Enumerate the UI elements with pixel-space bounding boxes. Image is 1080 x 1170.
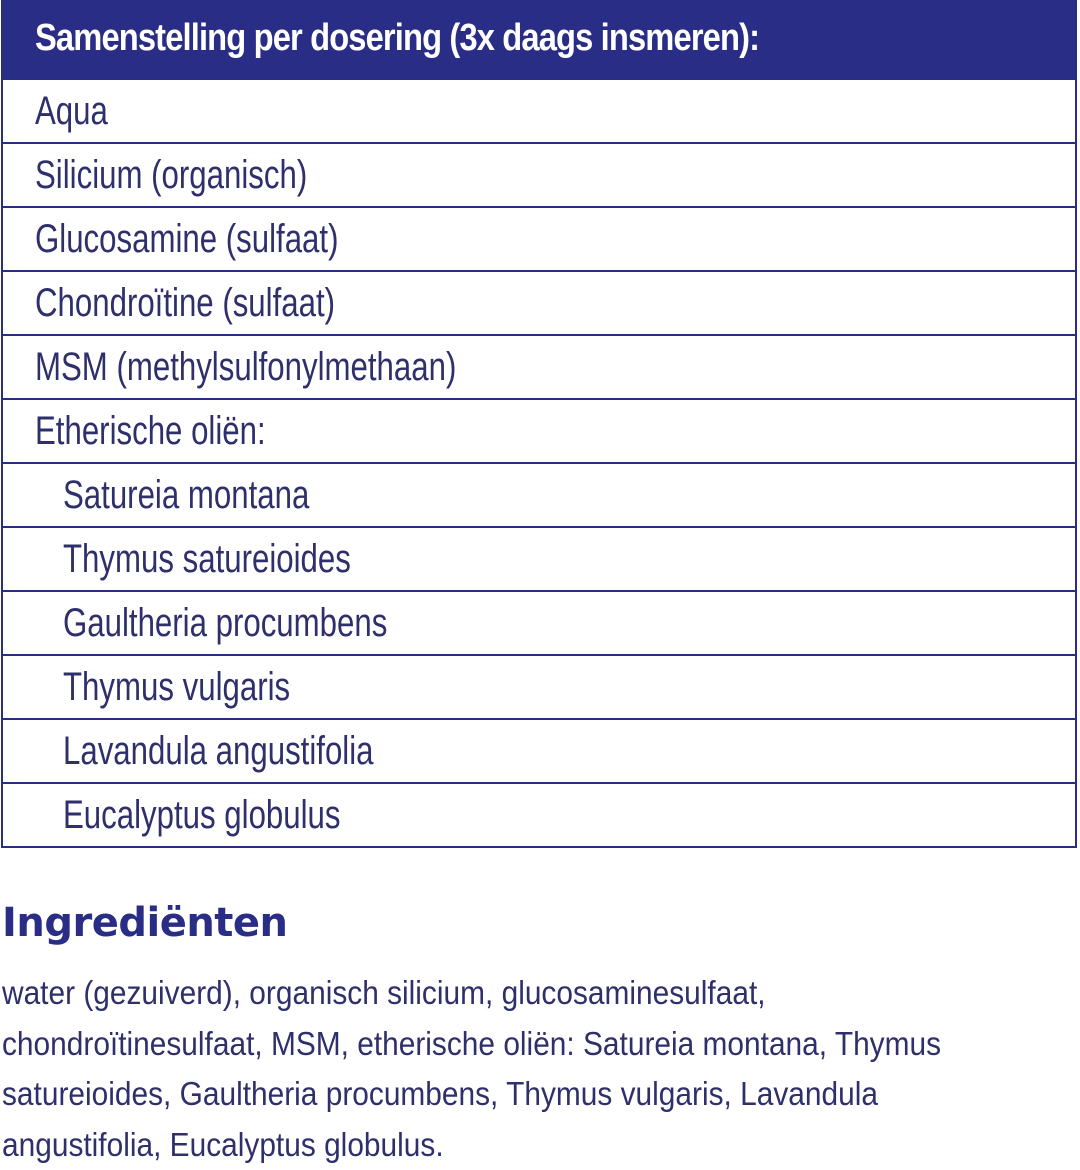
composition-row-silicium: [3, 142, 1075, 206]
composition-row-glucosamine: [3, 206, 1075, 270]
composition-row-etherische-olien: [3, 398, 1075, 462]
composition-header-text: Samenstelling per dosering (3x daags insmeren):: [35, 2, 759, 74]
composition-row-lavandula-angustifolia: [3, 718, 1075, 782]
composition-row-msm: [3, 334, 1075, 398]
ingredients-line: water (gezuiverd), organisch silicium, glucosaminesulfaat,: [2, 968, 976, 1019]
composition-row-gaultheria-procumbens: [3, 590, 1075, 654]
composition-row-label: Lavandula angustifolia: [63, 720, 374, 782]
composition-row-label: MSM (methylsulfonylmethaan): [35, 336, 456, 398]
composition-row-thymus-vulgaris: [3, 654, 1075, 718]
composition-row-eucalyptus-globulus: [3, 782, 1075, 846]
composition-table-header: [3, 2, 1075, 78]
composition-row-label: Thymus satureioides: [63, 528, 351, 590]
ingredients-paragraph: [2, 968, 1078, 1170]
ingredients-line: angustifolia, Eucalyptus globulus.: [2, 1120, 976, 1170]
composition-row-chondroitine: [3, 270, 1075, 334]
composition-row-label: Satureia montana: [63, 464, 309, 526]
composition-row-label: Eucalyptus globulus: [63, 784, 341, 846]
composition-table: [1, 0, 1077, 848]
composition-row-label: Gaultheria procumbens: [63, 592, 387, 654]
composition-row-aqua: [3, 78, 1075, 142]
composition-row-label: Etherische oliën:: [35, 400, 266, 462]
composition-row-label: Glucosamine (sulfaat): [35, 208, 338, 270]
composition-row-label: Aqua: [35, 80, 108, 142]
composition-row-label: Thymus vulgaris: [63, 656, 290, 718]
ingredients-line: chondroïtinesulfaat, MSM, etherische oliën: Satureia montana, Thymus: [2, 1019, 976, 1070]
ingredients-heading: Ingrediënten: [2, 893, 288, 953]
composition-row-thymus-satureioides: [3, 526, 1075, 590]
composition-row-label: Chondroïtine (sulfaat): [35, 272, 335, 334]
composition-row-label: Silicium (organisch): [35, 144, 307, 206]
ingredients-line: satureioides, Gaultheria procumbens, Thymus vulgaris, Lavandula: [2, 1069, 976, 1120]
composition-row-satureia-montana: [3, 462, 1075, 526]
